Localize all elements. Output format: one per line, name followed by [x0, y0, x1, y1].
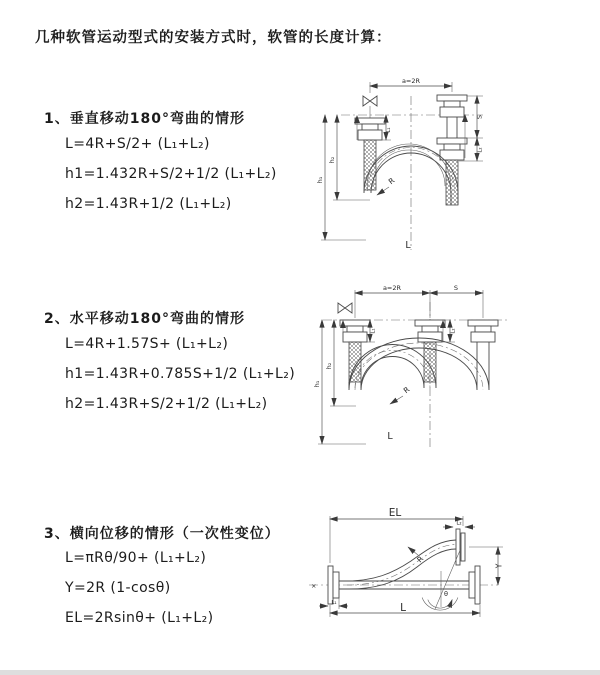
dim-label-h1: h₁ [313, 380, 321, 388]
right-braid-hose [446, 160, 458, 205]
section-3-heading: 3、横向位移的情形（一次性变位） [44, 526, 280, 542]
diagram-lateral-displacement [303, 503, 600, 653]
left-flange [340, 320, 370, 342]
dim-label-el: EL [388, 507, 402, 519]
page-bottom-edge [0, 670, 600, 675]
dim-label-l: L [400, 602, 406, 614]
valve-icon [338, 303, 352, 313]
hose-s-curve [345, 540, 456, 589]
dim-label-a2r: a=2R [382, 284, 402, 292]
length-label: L [387, 431, 393, 442]
angle-theta [422, 548, 461, 610]
radius-leader [377, 187, 389, 195]
angle-label: θ [444, 590, 448, 598]
right-flange-upper [437, 95, 467, 117]
dim-label-l2: L₂ [456, 520, 462, 527]
diagram-horizontal-180-bend [308, 278, 598, 463]
page-title: 几种软管运动型式的安装方式时，软管的长度计算： [35, 30, 392, 46]
upper-flange [456, 529, 465, 565]
centerline-mark: × [311, 582, 317, 590]
section-3-formula-l: L=πRθ/90+ (L₁+L₂) [65, 550, 207, 566]
dim-label-h1: h₁ [316, 176, 324, 184]
right-flange [469, 566, 480, 604]
hose-u-bend-b [349, 338, 489, 390]
section-3-formula-y: Y=2R (1-cosθ) [65, 580, 171, 596]
right-flange [468, 320, 498, 342]
right-pipe [447, 117, 457, 138]
dim-label-s: S [475, 114, 484, 120]
left-flange [328, 566, 339, 604]
dim-label-l2: L₂ [477, 147, 484, 153]
radius-leader [408, 547, 418, 555]
section-1-formula-h2: h2=1.43R+1/2 (L₁+L₂) [65, 196, 232, 212]
radius-label: R [386, 175, 397, 187]
left-braid-hose [364, 140, 376, 190]
dim-label-l1: L₁ [370, 328, 377, 334]
dim-label-s: S [453, 284, 459, 292]
section-2-heading: 2、水平移动180°弯曲的情形 [44, 311, 245, 327]
dim-label-l2: L₂ [450, 328, 457, 334]
section-1-heading: 1、垂直移动180°弯曲的情形 [44, 111, 245, 127]
left-flange [355, 118, 385, 140]
section-2-formula-h2: h2=1.43R+S/2+1/2 (L₁+L₂) [65, 396, 268, 412]
radius-label: R [401, 384, 412, 396]
section-1-formula-l: L=4R+S/2+ (L₁+L₂) [65, 136, 210, 152]
radius-label: R [415, 554, 426, 565]
section-2-formula-l: L=4R+1.57S+ (L₁+L₂) [65, 336, 229, 352]
section-3-formula-el: EL=2Rsinθ+ (L₁+L₂) [65, 610, 214, 626]
dim-label-y: Y [494, 563, 504, 569]
length-label: L [405, 240, 411, 251]
radius-leader [390, 396, 403, 404]
dim-label-h2: h₂ [325, 362, 333, 370]
section-2-formula-h1: h1=1.43R+0.785S+1/2 (L₁+L₂) [65, 366, 296, 382]
dim-label-h2: h₂ [328, 156, 336, 164]
dim-label-l1: L₁ [331, 600, 337, 606]
valve-icon [363, 96, 377, 118]
section-1-formula-h1: h1=1.432R+S/2+1/2 (L₁+L₂) [65, 166, 277, 182]
diagram-vertical-180-bend [313, 70, 600, 260]
dim-label-a2r: a=2R [401, 77, 421, 85]
dim-label-l1: L₁ [386, 127, 392, 133]
